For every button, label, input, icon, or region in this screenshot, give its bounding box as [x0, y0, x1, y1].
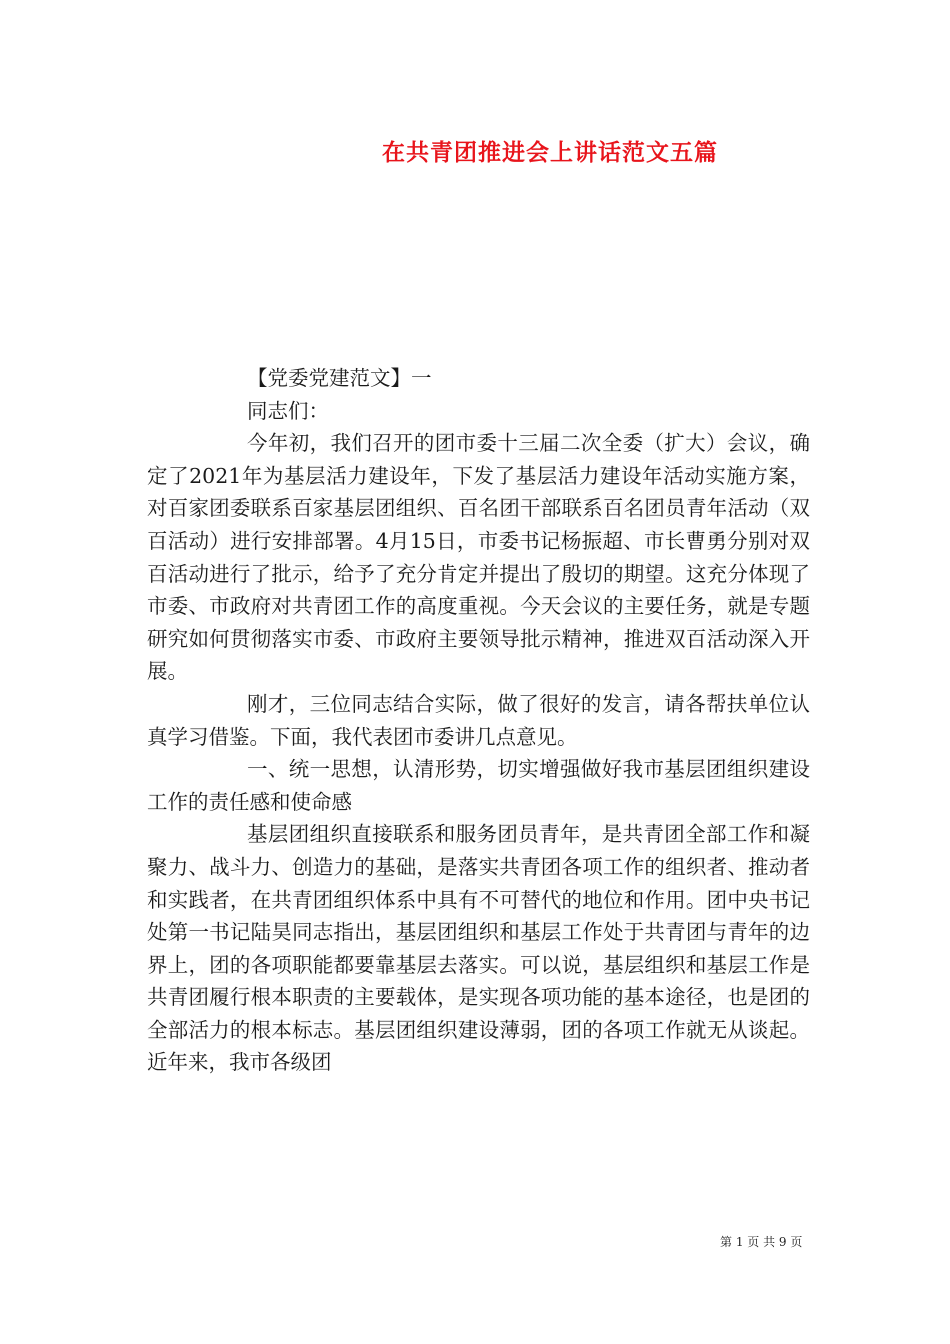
- paragraph-remarks: 刚才，三位同志结合实际，做了很好的发言，请各帮扶单位认真学习借鉴。下面，我代表团市委讲几点意见。: [147, 691, 810, 749]
- paragraph-header: 【党委党建范文】一: [247, 366, 432, 390]
- paragraph-salutation: 同志们：: [247, 398, 329, 423]
- document-body: [147, 362, 810, 1079]
- paragraph-intro: 今年初，我们召开的团市委十三届二次全委（扩大）会议，确定了2021年为基层活力建设年，下发了基层活力建设年活动实施方案，对百家团委联系百家基层团组织、百名团干部联系百名团员青年活动（双百活动）进行安排部署。4月15日，市委书记杨振超、市长曹勇分别对双百活动进行了批示，给予了充分肯定并提出了殷切的期望。这充分体现了市委、市政府对共青团工作的高度重视。今天会议的主要任务，就是专题研究如何贯彻落实市委、市政府主要领导批示精神，推进双百活动深入开展。: [147, 431, 810, 684]
- page-number: 第 1 页 共 9 页: [720, 1235, 803, 1249]
- section-heading-1: 一、统一思想，认清形势，切实增强做好我市基层团组织建设工作的责任感和使命感: [147, 757, 810, 814]
- document-title: 在共青团推进会上讲话范文五篇: [382, 139, 718, 166]
- paragraph-section-1: 基层团组织直接联系和服务团员青年，是共青团全部工作和凝聚力、战斗力、创造力的基础，是落实共青团各项工作的组织者、推动者和实践者，在共青团组织体系中具有不可替代的地位和作用。团中央书记处第一书记陆昊同志指出，基层团组织和基层工作处于共青团与青年的边界上，团的各项职能都要靠基层去落实。可以说，基层组织和基层工作是共青团履行根本职责的主要载体，是实现各项功能的基本途径，也是团的全部活力的根本标志。基层团组织建设薄弱，团的各项工作就无从谈起。近年来，我市各级团: [147, 822, 810, 1075]
